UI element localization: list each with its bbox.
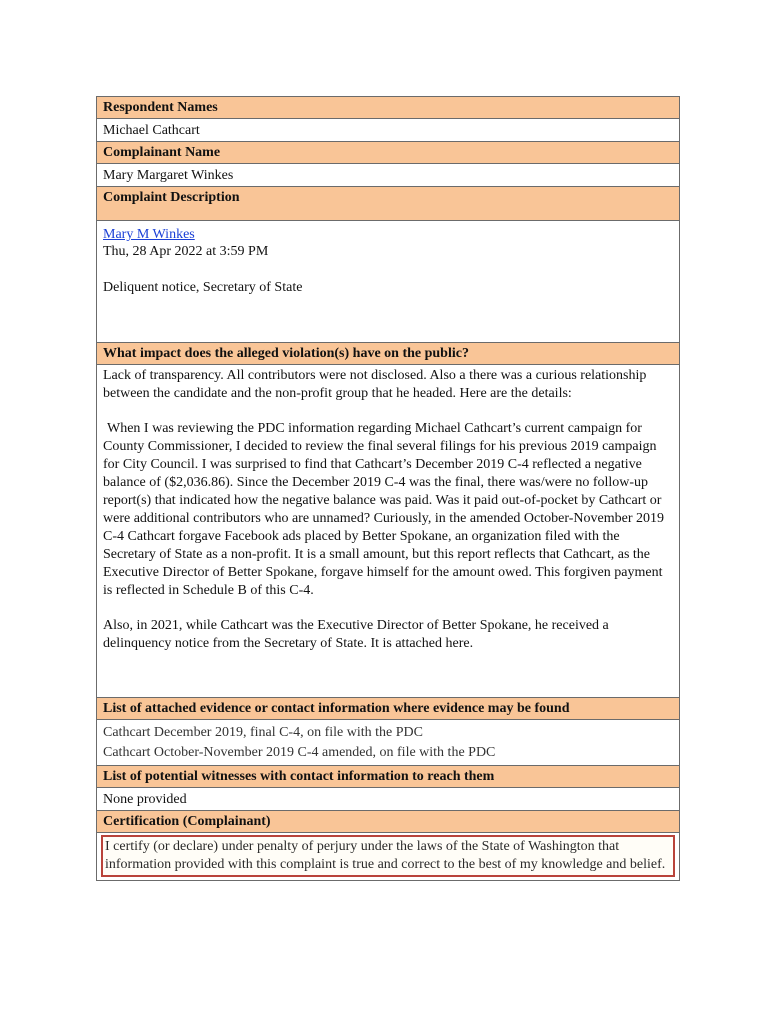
respondent-header: Respondent Names — [97, 97, 679, 119]
certification-body — [97, 835, 679, 877]
witnesses-value: None provided — [97, 788, 679, 811]
complaint-form — [96, 96, 680, 881]
description-header: Complaint Description — [97, 187, 679, 221]
description-text: Deliquent notice, Secretary of State — [103, 280, 303, 295]
evidence-item: Cathcart December 2019, final C-4, on file with the PDC — [103, 725, 423, 740]
complainant-header: Complainant Name — [97, 142, 679, 164]
spacer — [103, 600, 673, 617]
evidence-item: Cathcart October-November 2019 C-4 amended, on file with the PDC — [103, 745, 496, 760]
spacer — [103, 260, 673, 279]
impact-paragraph-2: When I was reviewing the PDC information regarding Michael Cathcart’s current campaign for County Commissioner, I decided to review the final several filings for his previous 2019 campaign for City Council. I was surprised to find that Cathcart’s December 2019 C-4 reflected a negative balance of ($2,036.86). Since the December 2019 C-4 was the final, there was/were no follow-up report(s) that indicated how the negative balance was paid. Was it paid out-of-pocket by Cathcart or were additional contributors who are unnamed? Curiously, in the amended October-November 2019 C-4 Cathcart forgave Facebook ads placed by Better Spokane, an organization filed with the Secretary of State as a non-profit. It is a small amount, but this report reflects that Cathcart, as the Executive Director of Better Spokane, forgave himself for the amount owed. This forgiven payment is reflected in Schedule B of this C-4. — [103, 421, 664, 598]
impact-paragraph-3: Also, in 2021, while Cathcart was the Executive Director of Better Spokane, he received a delinquency notice from the Secretary of State. It is attached here. — [103, 618, 609, 651]
sender-link[interactable]: Mary M Winkes — [103, 227, 195, 242]
description-body — [97, 221, 679, 343]
certification-header: Certification (Complainant) — [97, 811, 679, 833]
evidence-header: List of attached evidence or contact information where evidence may be found — [97, 698, 679, 720]
description-date: Thu, 28 Apr 2022 at 3:59 PM — [103, 244, 269, 259]
witnesses-header: List of potential witnesses with contact information to reach them — [97, 766, 679, 788]
complainant-name: Mary Margaret Winkes — [97, 164, 679, 187]
certification-text: I certify (or declare) under penalty of perjury under the laws of the State of Washington that information provided with this complaint is true and correct to the best of my knowledge and belief. — [101, 835, 675, 877]
impact-paragraph-1: Lack of transparency. All contributors were not disclosed. Also a there was a curious relationship between the candidate and the non-profit group that he headed. Here are the details: — [103, 368, 647, 401]
impact-header: What impact does the alleged violation(s) have on the public? — [97, 343, 679, 365]
impact-body — [97, 365, 679, 698]
spacer — [103, 403, 673, 420]
respondent-name: Michael Cathcart — [97, 119, 679, 142]
evidence-list — [97, 720, 679, 766]
